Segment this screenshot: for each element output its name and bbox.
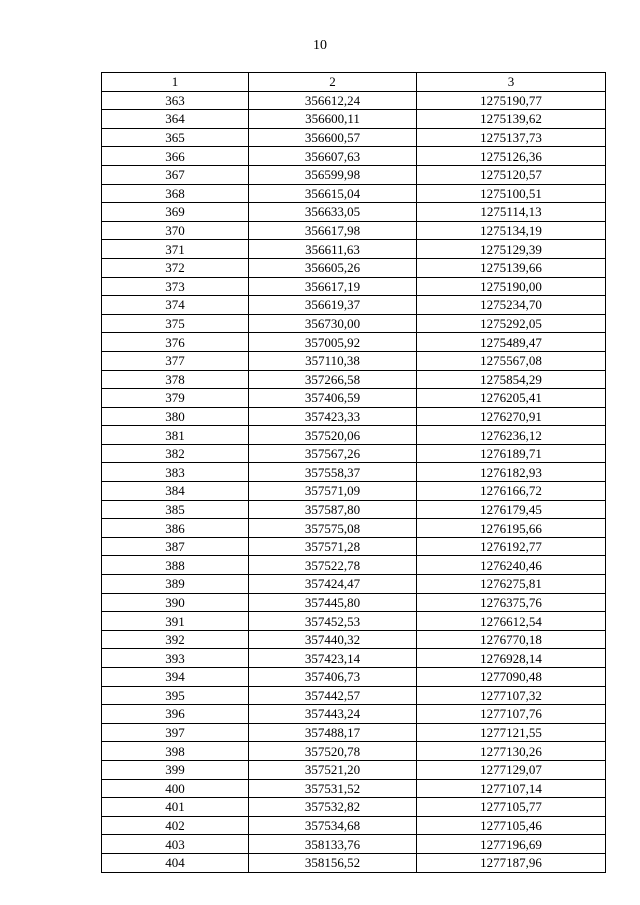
y-coordinate-cell: 1275190,00 [417, 277, 606, 296]
table-header-row [102, 73, 606, 92]
y-coordinate-cell: 1275190,77 [417, 91, 606, 110]
point-number-cell: 394 [102, 668, 249, 687]
y-coordinate-cell: 1276375,76 [417, 593, 606, 612]
table-row [102, 333, 606, 352]
point-number-cell: 399 [102, 760, 249, 779]
x-coordinate-cell: 357440,32 [249, 630, 417, 649]
table-row [102, 240, 606, 259]
coordinates-table [101, 72, 606, 873]
table-row [102, 500, 606, 519]
point-number-cell: 380 [102, 407, 249, 426]
x-coordinate-cell: 356633,05 [249, 203, 417, 222]
y-coordinate-cell: 1276205,41 [417, 389, 606, 408]
point-number-cell: 396 [102, 705, 249, 724]
point-number-cell: 367 [102, 165, 249, 184]
x-coordinate-cell: 357558,37 [249, 463, 417, 482]
x-coordinate-cell: 357423,14 [249, 649, 417, 668]
point-number-cell: 401 [102, 798, 249, 817]
column-header-1: 1 [102, 73, 249, 92]
x-coordinate-cell: 357445,80 [249, 593, 417, 612]
y-coordinate-cell: 1277107,32 [417, 686, 606, 705]
x-coordinate-cell: 356617,98 [249, 221, 417, 240]
x-coordinate-cell: 356612,24 [249, 91, 417, 110]
table-row [102, 296, 606, 315]
table-row [102, 835, 606, 854]
x-coordinate-cell: 357575,08 [249, 519, 417, 538]
y-coordinate-cell: 1276195,66 [417, 519, 606, 538]
y-coordinate-cell: 1275139,62 [417, 110, 606, 129]
x-coordinate-cell: 356615,04 [249, 184, 417, 203]
y-coordinate-cell: 1275137,73 [417, 128, 606, 147]
y-coordinate-cell: 1277129,07 [417, 760, 606, 779]
x-coordinate-cell: 356600,11 [249, 110, 417, 129]
table-row [102, 575, 606, 594]
y-coordinate-cell: 1277187,96 [417, 853, 606, 872]
x-coordinate-cell: 356600,57 [249, 128, 417, 147]
point-number-cell: 382 [102, 444, 249, 463]
y-coordinate-cell: 1275292,05 [417, 314, 606, 333]
point-number-cell: 389 [102, 575, 249, 594]
table-row [102, 463, 606, 482]
x-coordinate-cell: 358156,52 [249, 853, 417, 872]
x-coordinate-cell: 357531,52 [249, 779, 417, 798]
y-coordinate-cell: 1275567,08 [417, 351, 606, 370]
x-coordinate-cell: 357520,78 [249, 742, 417, 761]
point-number-cell: 378 [102, 370, 249, 389]
table-row [102, 760, 606, 779]
point-number-cell: 391 [102, 612, 249, 631]
point-number-cell: 368 [102, 184, 249, 203]
x-coordinate-cell: 357443,24 [249, 705, 417, 724]
x-coordinate-cell: 357587,80 [249, 500, 417, 519]
point-number-cell: 398 [102, 742, 249, 761]
y-coordinate-cell: 1276270,91 [417, 407, 606, 426]
x-coordinate-cell: 357423,33 [249, 407, 417, 426]
table-row [102, 128, 606, 147]
table-row [102, 147, 606, 166]
point-number-cell: 365 [102, 128, 249, 147]
table-row [102, 277, 606, 296]
y-coordinate-cell: 1276612,54 [417, 612, 606, 631]
table-row [102, 221, 606, 240]
y-coordinate-cell: 1276770,18 [417, 630, 606, 649]
x-coordinate-cell: 357532,82 [249, 798, 417, 817]
x-coordinate-cell: 356617,19 [249, 277, 417, 296]
table-row [102, 426, 606, 445]
column-header-3: 3 [417, 73, 606, 92]
table-row [102, 203, 606, 222]
x-coordinate-cell: 358133,76 [249, 835, 417, 854]
point-number-cell: 404 [102, 853, 249, 872]
table-row [102, 482, 606, 501]
x-coordinate-cell: 356619,37 [249, 296, 417, 315]
y-coordinate-cell: 1275129,39 [417, 240, 606, 259]
point-number-cell: 371 [102, 240, 249, 259]
table-row [102, 389, 606, 408]
point-number-cell: 387 [102, 537, 249, 556]
table-row [102, 537, 606, 556]
table-row [102, 742, 606, 761]
y-coordinate-cell: 1275120,57 [417, 165, 606, 184]
point-number-cell: 375 [102, 314, 249, 333]
y-coordinate-cell: 1275126,36 [417, 147, 606, 166]
table-row [102, 110, 606, 129]
point-number-cell: 400 [102, 779, 249, 798]
x-coordinate-cell: 357266,58 [249, 370, 417, 389]
point-number-cell: 402 [102, 816, 249, 835]
x-coordinate-cell: 357571,09 [249, 482, 417, 501]
table-row [102, 649, 606, 668]
x-coordinate-cell: 357534,68 [249, 816, 417, 835]
x-coordinate-cell: 357452,53 [249, 612, 417, 631]
point-number-cell: 364 [102, 110, 249, 129]
table-row [102, 630, 606, 649]
y-coordinate-cell: 1276166,72 [417, 482, 606, 501]
x-coordinate-cell: 357424,47 [249, 575, 417, 594]
y-coordinate-cell: 1276189,71 [417, 444, 606, 463]
y-coordinate-cell: 1276275,81 [417, 575, 606, 594]
x-coordinate-cell: 357571,28 [249, 537, 417, 556]
y-coordinate-cell: 1277130,26 [417, 742, 606, 761]
x-coordinate-cell: 357522,78 [249, 556, 417, 575]
table-row [102, 407, 606, 426]
point-number-cell: 370 [102, 221, 249, 240]
table-row [102, 165, 606, 184]
point-number-cell: 379 [102, 389, 249, 408]
table-row [102, 444, 606, 463]
table-row [102, 519, 606, 538]
y-coordinate-cell: 1275854,29 [417, 370, 606, 389]
y-coordinate-cell: 1275489,47 [417, 333, 606, 352]
y-coordinate-cell: 1277107,14 [417, 779, 606, 798]
point-number-cell: 384 [102, 482, 249, 501]
table-row [102, 668, 606, 687]
point-number-cell: 397 [102, 723, 249, 742]
table-row [102, 91, 606, 110]
x-coordinate-cell: 356730,00 [249, 314, 417, 333]
table-row [102, 779, 606, 798]
point-number-cell: 377 [102, 351, 249, 370]
table-row [102, 705, 606, 724]
y-coordinate-cell: 1277090,48 [417, 668, 606, 687]
point-number-cell: 393 [102, 649, 249, 668]
y-coordinate-cell: 1277105,77 [417, 798, 606, 817]
point-number-cell: 363 [102, 91, 249, 110]
point-number-cell: 392 [102, 630, 249, 649]
table-row [102, 258, 606, 277]
table-body [102, 91, 606, 872]
x-coordinate-cell: 357442,57 [249, 686, 417, 705]
y-coordinate-cell: 1275114,13 [417, 203, 606, 222]
x-coordinate-cell: 356611,63 [249, 240, 417, 259]
y-coordinate-cell: 1275134,19 [417, 221, 606, 240]
x-coordinate-cell: 356599,98 [249, 165, 417, 184]
x-coordinate-cell: 357005,92 [249, 333, 417, 352]
table-row [102, 723, 606, 742]
table-row [102, 593, 606, 612]
point-number-cell: 395 [102, 686, 249, 705]
y-coordinate-cell: 1276236,12 [417, 426, 606, 445]
x-coordinate-cell: 357406,73 [249, 668, 417, 687]
point-number-cell: 388 [102, 556, 249, 575]
point-number-cell: 381 [102, 426, 249, 445]
table-row [102, 351, 606, 370]
column-header-2: 2 [249, 73, 417, 92]
point-number-cell: 383 [102, 463, 249, 482]
table-row [102, 686, 606, 705]
point-number-cell: 369 [102, 203, 249, 222]
y-coordinate-cell: 1277107,76 [417, 705, 606, 724]
point-number-cell: 366 [102, 147, 249, 166]
x-coordinate-cell: 357521,20 [249, 760, 417, 779]
y-coordinate-cell: 1276179,45 [417, 500, 606, 519]
point-number-cell: 374 [102, 296, 249, 315]
table-row [102, 853, 606, 872]
x-coordinate-cell: 356607,63 [249, 147, 417, 166]
point-number-cell: 403 [102, 835, 249, 854]
point-number-cell: 376 [102, 333, 249, 352]
x-coordinate-cell: 357488,17 [249, 723, 417, 742]
y-coordinate-cell: 1275234,70 [417, 296, 606, 315]
y-coordinate-cell: 1277105,46 [417, 816, 606, 835]
y-coordinate-cell: 1276192,77 [417, 537, 606, 556]
table-row [102, 816, 606, 835]
point-number-cell: 373 [102, 277, 249, 296]
y-coordinate-cell: 1277196,69 [417, 835, 606, 854]
point-number-cell: 372 [102, 258, 249, 277]
page-number: 10 [313, 38, 327, 53]
x-coordinate-cell: 357567,26 [249, 444, 417, 463]
y-coordinate-cell: 1276182,93 [417, 463, 606, 482]
y-coordinate-cell: 1277121,55 [417, 723, 606, 742]
x-coordinate-cell: 357406,59 [249, 389, 417, 408]
x-coordinate-cell: 356605,26 [249, 258, 417, 277]
x-coordinate-cell: 357110,38 [249, 351, 417, 370]
point-number-cell: 386 [102, 519, 249, 538]
y-coordinate-cell: 1276240,46 [417, 556, 606, 575]
table-row [102, 184, 606, 203]
x-coordinate-cell: 357520,06 [249, 426, 417, 445]
point-number-cell: 390 [102, 593, 249, 612]
table-row [102, 798, 606, 817]
point-number-cell: 385 [102, 500, 249, 519]
y-coordinate-cell: 1275100,51 [417, 184, 606, 203]
table-row [102, 612, 606, 631]
y-coordinate-cell: 1275139,66 [417, 258, 606, 277]
table-row [102, 314, 606, 333]
table-row [102, 370, 606, 389]
table-row [102, 556, 606, 575]
y-coordinate-cell: 1276928,14 [417, 649, 606, 668]
